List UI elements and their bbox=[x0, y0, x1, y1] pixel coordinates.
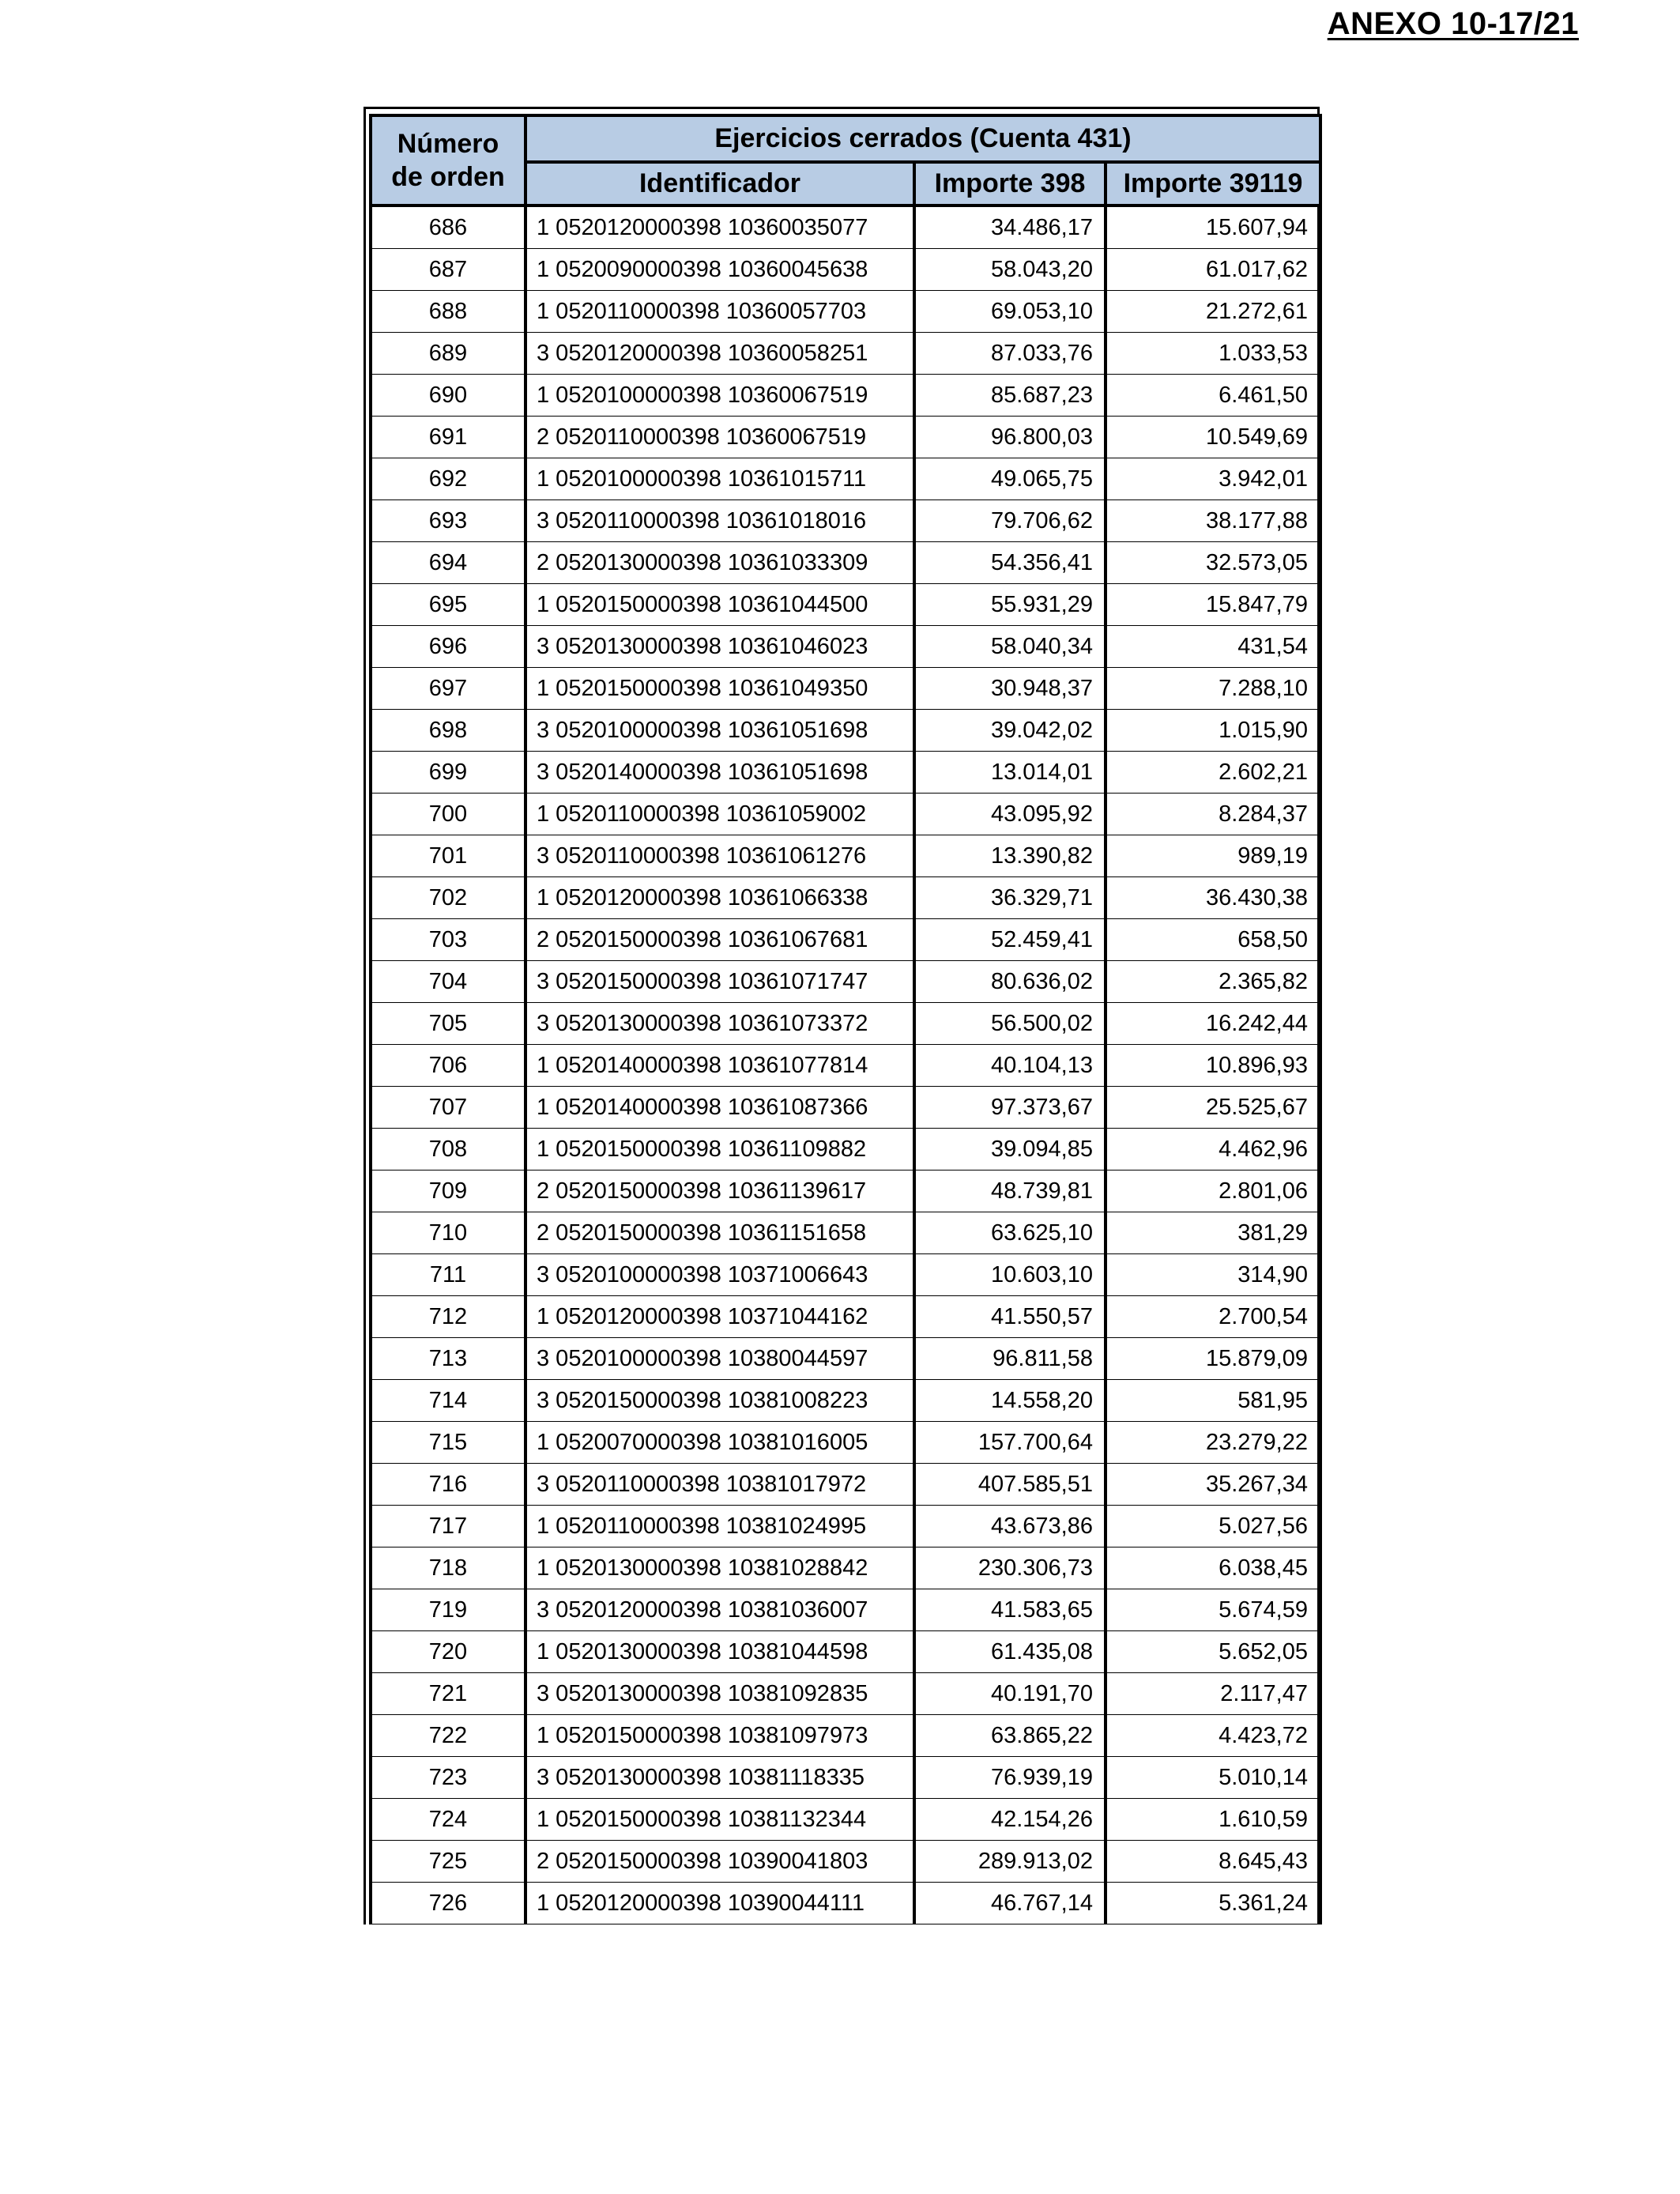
table-row bbox=[371, 919, 1320, 961]
table-row bbox=[371, 291, 1320, 333]
cell-importe-39119: 5.361,24 bbox=[1106, 1883, 1320, 1924]
cell-numero: 722 bbox=[371, 1715, 525, 1757]
cell-importe-39119: 7.288,10 bbox=[1106, 668, 1320, 710]
table-row bbox=[371, 1589, 1320, 1631]
cell-importe-39119: 61.017,62 bbox=[1106, 249, 1320, 291]
cell-importe-398: 42.154,26 bbox=[914, 1799, 1106, 1841]
cell-importe-39119: 15.607,94 bbox=[1106, 205, 1320, 249]
cell-importe-39119: 2.801,06 bbox=[1106, 1171, 1320, 1212]
cell-identificador: 1 0520150000398 10361049350 bbox=[525, 668, 914, 710]
table-row bbox=[371, 1380, 1320, 1422]
cell-importe-39119: 2.117,47 bbox=[1106, 1673, 1320, 1715]
cell-identificador: 1 0520150000398 10381097973 bbox=[525, 1715, 914, 1757]
header-identificador: Identificador bbox=[525, 162, 914, 205]
table-row bbox=[371, 1883, 1320, 1924]
cell-identificador: 1 0520090000398 10360045638 bbox=[525, 249, 914, 291]
cell-identificador: 1 0520110000398 10361059002 bbox=[525, 794, 914, 835]
cell-importe-39119: 21.272,61 bbox=[1106, 291, 1320, 333]
table-row bbox=[371, 961, 1320, 1003]
cell-identificador: 1 0520140000398 10361087366 bbox=[525, 1087, 914, 1129]
cell-numero: 713 bbox=[371, 1338, 525, 1380]
cell-numero: 694 bbox=[371, 542, 525, 584]
cell-importe-398: 40.191,70 bbox=[914, 1673, 1106, 1715]
cell-importe-398: 41.583,65 bbox=[914, 1589, 1106, 1631]
cell-numero: 703 bbox=[371, 919, 525, 961]
cell-importe-398: 58.040,34 bbox=[914, 626, 1106, 668]
cell-importe-39119: 10.896,93 bbox=[1106, 1045, 1320, 1087]
table-row bbox=[371, 1003, 1320, 1045]
cell-importe-39119: 32.573,05 bbox=[1106, 542, 1320, 584]
table-row bbox=[371, 1506, 1320, 1547]
cell-importe-398: 36.329,71 bbox=[914, 877, 1106, 919]
table-row bbox=[371, 584, 1320, 626]
table-row bbox=[371, 1422, 1320, 1464]
cell-numero: 699 bbox=[371, 752, 525, 794]
cell-numero: 719 bbox=[371, 1589, 525, 1631]
cell-importe-398: 40.104,13 bbox=[914, 1045, 1106, 1087]
cell-importe-39119: 15.879,09 bbox=[1106, 1338, 1320, 1380]
table-row bbox=[371, 794, 1320, 835]
cell-numero: 715 bbox=[371, 1422, 525, 1464]
cell-importe-39119: 2.365,82 bbox=[1106, 961, 1320, 1003]
cell-numero: 690 bbox=[371, 375, 525, 417]
cell-identificador: 2 0520150000398 10390041803 bbox=[525, 1841, 914, 1883]
annex-title: ANEXO 10-17/21 bbox=[1327, 6, 1579, 41]
table-row bbox=[371, 1464, 1320, 1506]
table-frame bbox=[363, 107, 1320, 1924]
cell-identificador: 3 0520100000398 10380044597 bbox=[525, 1338, 914, 1380]
table-row bbox=[371, 1547, 1320, 1589]
table-row bbox=[371, 668, 1320, 710]
cell-importe-398: 85.687,23 bbox=[914, 375, 1106, 417]
cell-importe-398: 69.053,10 bbox=[914, 291, 1106, 333]
cell-identificador: 1 0520150000398 10361044500 bbox=[525, 584, 914, 626]
cell-numero: 686 bbox=[371, 205, 525, 249]
cell-numero: 709 bbox=[371, 1171, 525, 1212]
cell-identificador: 3 0520150000398 10381008223 bbox=[525, 1380, 914, 1422]
cell-importe-39119: 38.177,88 bbox=[1106, 500, 1320, 542]
cell-identificador: 2 0520110000398 10360067519 bbox=[525, 417, 914, 458]
cell-importe-39119: 10.549,69 bbox=[1106, 417, 1320, 458]
cell-importe-398: 96.800,03 bbox=[914, 417, 1106, 458]
table-row bbox=[371, 375, 1320, 417]
table-row bbox=[371, 1757, 1320, 1799]
cell-importe-398: 80.636,02 bbox=[914, 961, 1106, 1003]
cell-importe-39119: 381,29 bbox=[1106, 1212, 1320, 1254]
cell-importe-39119: 4.462,96 bbox=[1106, 1129, 1320, 1171]
cell-importe-39119: 658,50 bbox=[1106, 919, 1320, 961]
table-row bbox=[371, 333, 1320, 375]
cell-importe-39119: 581,95 bbox=[1106, 1380, 1320, 1422]
cell-identificador: 1 0520130000398 10381028842 bbox=[525, 1547, 914, 1589]
table-body bbox=[371, 205, 1320, 1924]
cell-identificador: 3 0520130000398 10381118335 bbox=[525, 1757, 914, 1799]
cell-numero: 726 bbox=[371, 1883, 525, 1924]
cell-numero: 712 bbox=[371, 1296, 525, 1338]
cell-importe-39119: 5.652,05 bbox=[1106, 1631, 1320, 1673]
cell-identificador: 3 0520110000398 10361061276 bbox=[525, 835, 914, 877]
cell-importe-39119: 1.015,90 bbox=[1106, 710, 1320, 752]
cell-importe-398: 13.390,82 bbox=[914, 835, 1106, 877]
cell-identificador: 1 0520120000398 10360035077 bbox=[525, 205, 914, 249]
cell-numero: 696 bbox=[371, 626, 525, 668]
cell-identificador: 3 0520140000398 10361051698 bbox=[525, 752, 914, 794]
cell-importe-398: 43.095,92 bbox=[914, 794, 1106, 835]
cell-identificador: 1 0520130000398 10381044598 bbox=[525, 1631, 914, 1673]
cell-importe-39119: 35.267,34 bbox=[1106, 1464, 1320, 1506]
cell-importe-398: 39.042,02 bbox=[914, 710, 1106, 752]
table-row bbox=[371, 1129, 1320, 1171]
cell-importe-398: 14.558,20 bbox=[914, 1380, 1106, 1422]
cell-numero: 691 bbox=[371, 417, 525, 458]
cell-importe-398: 54.356,41 bbox=[914, 542, 1106, 584]
table-row bbox=[371, 1715, 1320, 1757]
cell-importe-398: 61.435,08 bbox=[914, 1631, 1106, 1673]
table-row bbox=[371, 500, 1320, 542]
cell-identificador: 1 0520140000398 10361077814 bbox=[525, 1045, 914, 1087]
cell-identificador: 3 0520100000398 10361051698 bbox=[525, 710, 914, 752]
cell-numero: 705 bbox=[371, 1003, 525, 1045]
cell-importe-398: 157.700,64 bbox=[914, 1422, 1106, 1464]
cell-identificador: 3 0520130000398 10361046023 bbox=[525, 626, 914, 668]
table-row bbox=[371, 835, 1320, 877]
cell-importe-39119: 8.284,37 bbox=[1106, 794, 1320, 835]
cell-numero: 693 bbox=[371, 500, 525, 542]
cell-identificador: 1 0520070000398 10381016005 bbox=[525, 1422, 914, 1464]
cell-importe-398: 13.014,01 bbox=[914, 752, 1106, 794]
cell-importe-398: 41.550,57 bbox=[914, 1296, 1106, 1338]
table-row bbox=[371, 1841, 1320, 1883]
table-row bbox=[371, 710, 1320, 752]
cell-numero: 701 bbox=[371, 835, 525, 877]
header-ejercicios-cerrados: Ejercicios cerrados (Cuenta 431) bbox=[525, 115, 1320, 162]
table-row bbox=[371, 1631, 1320, 1673]
cell-importe-398: 87.033,76 bbox=[914, 333, 1106, 375]
table-row bbox=[371, 542, 1320, 584]
header-numero-orden: Número de orden bbox=[371, 115, 525, 205]
cell-importe-39119: 5.674,59 bbox=[1106, 1589, 1320, 1631]
cell-numero: 695 bbox=[371, 584, 525, 626]
cell-numero: 721 bbox=[371, 1673, 525, 1715]
table-row bbox=[371, 1087, 1320, 1129]
cell-identificador: 1 0520120000398 10361066338 bbox=[525, 877, 914, 919]
table-row bbox=[371, 458, 1320, 500]
cell-importe-398: 43.673,86 bbox=[914, 1506, 1106, 1547]
cell-identificador: 3 0520120000398 10360058251 bbox=[525, 333, 914, 375]
cell-importe-39119: 36.430,38 bbox=[1106, 877, 1320, 919]
cell-importe-39119: 25.525,67 bbox=[1106, 1087, 1320, 1129]
table-row bbox=[371, 626, 1320, 668]
cell-importe-39119: 314,90 bbox=[1106, 1254, 1320, 1296]
table-row bbox=[371, 205, 1320, 249]
cell-identificador: 1 0520120000398 10390044111 bbox=[525, 1883, 914, 1924]
cell-importe-398: 34.486,17 bbox=[914, 205, 1106, 249]
cell-importe-398: 230.306,73 bbox=[914, 1547, 1106, 1589]
data-table bbox=[369, 114, 1322, 1924]
table-row bbox=[371, 1254, 1320, 1296]
cell-importe-39119: 8.645,43 bbox=[1106, 1841, 1320, 1883]
cell-numero: 689 bbox=[371, 333, 525, 375]
table-row bbox=[371, 1171, 1320, 1212]
cell-importe-39119: 1.610,59 bbox=[1106, 1799, 1320, 1841]
cell-numero: 700 bbox=[371, 794, 525, 835]
cell-identificador: 3 0520130000398 10361073372 bbox=[525, 1003, 914, 1045]
cell-numero: 723 bbox=[371, 1757, 525, 1799]
cell-identificador: 3 0520110000398 10361018016 bbox=[525, 500, 914, 542]
table-row bbox=[371, 1045, 1320, 1087]
cell-numero: 710 bbox=[371, 1212, 525, 1254]
cell-importe-39119: 1.033,53 bbox=[1106, 333, 1320, 375]
cell-importe-398: 48.739,81 bbox=[914, 1171, 1106, 1212]
cell-importe-39119: 431,54 bbox=[1106, 626, 1320, 668]
cell-identificador: 2 0520150000398 10361151658 bbox=[525, 1212, 914, 1254]
cell-importe-398: 39.094,85 bbox=[914, 1129, 1106, 1171]
cell-numero: 725 bbox=[371, 1841, 525, 1883]
table-row bbox=[371, 877, 1320, 919]
cell-identificador: 1 0520150000398 10361109882 bbox=[525, 1129, 914, 1171]
cell-importe-398: 407.585,51 bbox=[914, 1464, 1106, 1506]
cell-identificador: 1 0520120000398 10371044162 bbox=[525, 1296, 914, 1338]
table-row bbox=[371, 1338, 1320, 1380]
cell-importe-398: 79.706,62 bbox=[914, 500, 1106, 542]
cell-importe-39119: 4.423,72 bbox=[1106, 1715, 1320, 1757]
cell-importe-398: 63.625,10 bbox=[914, 1212, 1106, 1254]
header-importe-39119: Importe 39119 bbox=[1106, 162, 1320, 205]
cell-importe-39119: 5.010,14 bbox=[1106, 1757, 1320, 1799]
table-row bbox=[371, 1799, 1320, 1841]
cell-importe-39119: 3.942,01 bbox=[1106, 458, 1320, 500]
cell-identificador: 3 0520100000398 10371006643 bbox=[525, 1254, 914, 1296]
cell-identificador: 1 0520150000398 10381132344 bbox=[525, 1799, 914, 1841]
cell-numero: 698 bbox=[371, 710, 525, 752]
cell-importe-398: 289.913,02 bbox=[914, 1841, 1106, 1883]
cell-numero: 707 bbox=[371, 1087, 525, 1129]
cell-importe-39119: 6.461,50 bbox=[1106, 375, 1320, 417]
cell-importe-39119: 2.602,21 bbox=[1106, 752, 1320, 794]
cell-numero: 717 bbox=[371, 1506, 525, 1547]
cell-identificador: 3 0520130000398 10381092835 bbox=[525, 1673, 914, 1715]
cell-importe-398: 30.948,37 bbox=[914, 668, 1106, 710]
cell-identificador: 1 0520110000398 10381024995 bbox=[525, 1506, 914, 1547]
cell-importe-398: 55.931,29 bbox=[914, 584, 1106, 626]
cell-numero: 716 bbox=[371, 1464, 525, 1506]
cell-importe-39119: 989,19 bbox=[1106, 835, 1320, 877]
cell-numero: 697 bbox=[371, 668, 525, 710]
table-row bbox=[371, 752, 1320, 794]
cell-identificador: 2 0520130000398 10361033309 bbox=[525, 542, 914, 584]
cell-importe-39119: 5.027,56 bbox=[1106, 1506, 1320, 1547]
cell-identificador: 1 0520110000398 10360057703 bbox=[525, 291, 914, 333]
table-row bbox=[371, 1296, 1320, 1338]
cell-importe-398: 49.065,75 bbox=[914, 458, 1106, 500]
cell-importe-398: 58.043,20 bbox=[914, 249, 1106, 291]
cell-numero: 714 bbox=[371, 1380, 525, 1422]
cell-importe-39119: 23.279,22 bbox=[1106, 1422, 1320, 1464]
cell-importe-39119: 15.847,79 bbox=[1106, 584, 1320, 626]
cell-importe-398: 63.865,22 bbox=[914, 1715, 1106, 1757]
cell-importe-39119: 16.242,44 bbox=[1106, 1003, 1320, 1045]
table-row bbox=[371, 249, 1320, 291]
cell-identificador: 1 0520100000398 10360067519 bbox=[525, 375, 914, 417]
cell-importe-398: 76.939,19 bbox=[914, 1757, 1106, 1799]
cell-numero: 704 bbox=[371, 961, 525, 1003]
cell-numero: 708 bbox=[371, 1129, 525, 1171]
cell-identificador: 2 0520150000398 10361067681 bbox=[525, 919, 914, 961]
cell-identificador: 3 0520120000398 10381036007 bbox=[525, 1589, 914, 1631]
cell-numero: 702 bbox=[371, 877, 525, 919]
cell-importe-398: 10.603,10 bbox=[914, 1254, 1106, 1296]
table-row bbox=[371, 1212, 1320, 1254]
cell-importe-398: 96.811,58 bbox=[914, 1338, 1106, 1380]
cell-numero: 720 bbox=[371, 1631, 525, 1673]
cell-importe-398: 46.767,14 bbox=[914, 1883, 1106, 1924]
cell-importe-398: 97.373,67 bbox=[914, 1087, 1106, 1129]
cell-numero: 692 bbox=[371, 458, 525, 500]
cell-numero: 718 bbox=[371, 1547, 525, 1589]
cell-numero: 688 bbox=[371, 291, 525, 333]
cell-numero: 706 bbox=[371, 1045, 525, 1087]
cell-identificador: 3 0520110000398 10381017972 bbox=[525, 1464, 914, 1506]
cell-importe-39119: 2.700,54 bbox=[1106, 1296, 1320, 1338]
header-importe-398: Importe 398 bbox=[914, 162, 1106, 205]
cell-importe-39119: 6.038,45 bbox=[1106, 1547, 1320, 1589]
cell-identificador: 3 0520150000398 10361071747 bbox=[525, 961, 914, 1003]
table-row bbox=[371, 417, 1320, 458]
cell-identificador: 1 0520100000398 10361015711 bbox=[525, 458, 914, 500]
cell-numero: 724 bbox=[371, 1799, 525, 1841]
cell-identificador: 2 0520150000398 10361139617 bbox=[525, 1171, 914, 1212]
cell-numero: 711 bbox=[371, 1254, 525, 1296]
cell-importe-398: 56.500,02 bbox=[914, 1003, 1106, 1045]
cell-importe-398: 52.459,41 bbox=[914, 919, 1106, 961]
table-row bbox=[371, 1673, 1320, 1715]
cell-numero: 687 bbox=[371, 249, 525, 291]
